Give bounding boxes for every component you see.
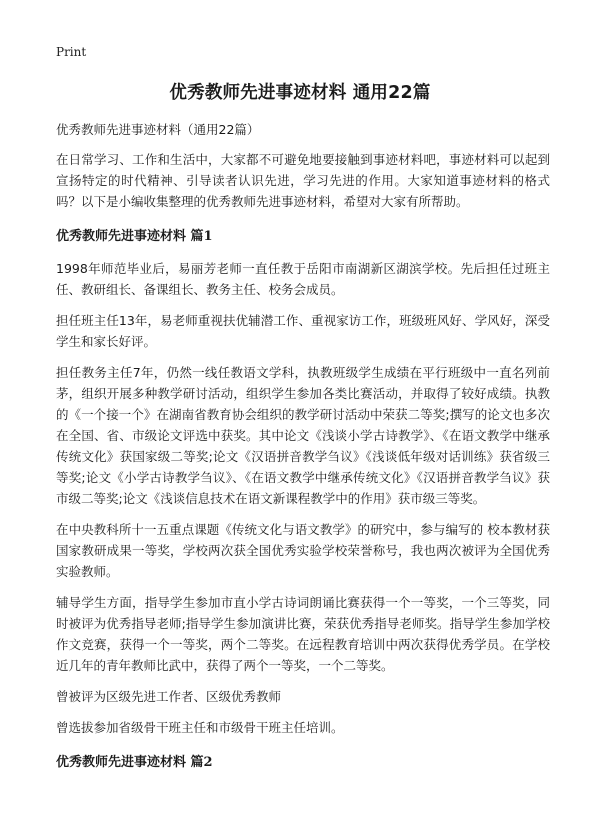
- section1-paragraph: 在中央教科所十一五重点课题《传统文化与语文教学》的研究中，参与编写的 校本教材获国家教研成果一等奖，学校两次获全国优秀实验学校荣誉称号，我也两次被评为全国优秀实验教师。: [56, 522, 550, 579]
- section1-paragraph: 曾被评为区级先进工作者、区级优秀教师: [56, 689, 282, 704]
- document-title: 优秀教师先进事迹材料 通用22篇: [169, 83, 431, 103]
- section-heading-1: [56, 226, 550, 247]
- section-heading-2: [56, 752, 550, 773]
- section-heading-1-number: 1: [203, 229, 213, 244]
- section1-paragraph: 担任教务主任7年，仍然一线任教语文学科，执教班级学生成绩在平行班级中一直名列前茅，组织开展多种教学研讨活动，组织学生参加各类比赛活动，并取得了较好成绩。执教的《一个接一个》在湖南省教育协会组织的教学研讨活动中荣获二等奖;撰写的论文也多次在全国、省、市级论文评选中获奖。其中论文《浅谈小学古诗教学》、《在语文教学中继承传统文化》获国家级二等奖;论文《汉语拼音教学刍议》《浅谈低年级对话训练》获省级三等奖;论文《小学古诗教学刍议》、《在语文教学中继承传统文化》《汉语拼音教学刍议》获市级二等奖;论文《浅谈信息技术在语文新课程教学中的作用》获市级三等奖。: [56, 365, 550, 506]
- section1-paragraph: 1998年师范毕业后，易丽芳老师一直任教于岳阳市南湖新区湖滨学校。先后担任过班主任、教研组长、备课组长、教务主任、校务会成员。: [56, 261, 550, 297]
- section-heading-2-number: 2: [203, 755, 213, 770]
- section-heading-2-text: 优秀教师先进事迹材料 篇: [56, 755, 204, 770]
- intro-paragraph: 在日常学习、工作和生活中，大家都不可避免地要接触到事迹材料吧，事迹材料可以起到宣扬特定的时代精神、引导读者认识先进，学习先进的作用。大家知道事迹材料的格式吗？以下是小编收集整理的优秀教师先进事迹材料，希望对大家有所帮助。: [56, 152, 550, 209]
- section1-paragraph: 担任班主任13年，易老师重视扶优辅潜工作、重视家访工作，班级班风好、学风好，深受学生和家长好评。: [56, 313, 550, 349]
- document-body: [56, 119, 550, 784]
- section1-paragraph: 辅导学生方面，指导学生参加市直小学古诗词朗诵比赛获得一个一等奖，一个三等奖，同时被评为优秀指导老师;指导学生参加演讲比赛，荣获优秀指导老师奖。指导学生参加学校作文竞赛，获得一个一等奖，两个二等奖。在远程教育培训中两次获得优秀学员。在学校近几年的青年教师比武中，获得了两个一等奖，一个二等奖。: [56, 595, 550, 673]
- section1-paragraph: 曾选拔参加省级骨干班主任和市级骨干班主任培训。: [56, 720, 344, 735]
- document-subtitle: 优秀教师先进事迹材料（通用22篇）: [56, 122, 260, 137]
- print-link[interactable]: Print: [56, 45, 87, 59]
- section-heading-1-text: 优秀教师先进事迹材料 篇: [56, 229, 204, 244]
